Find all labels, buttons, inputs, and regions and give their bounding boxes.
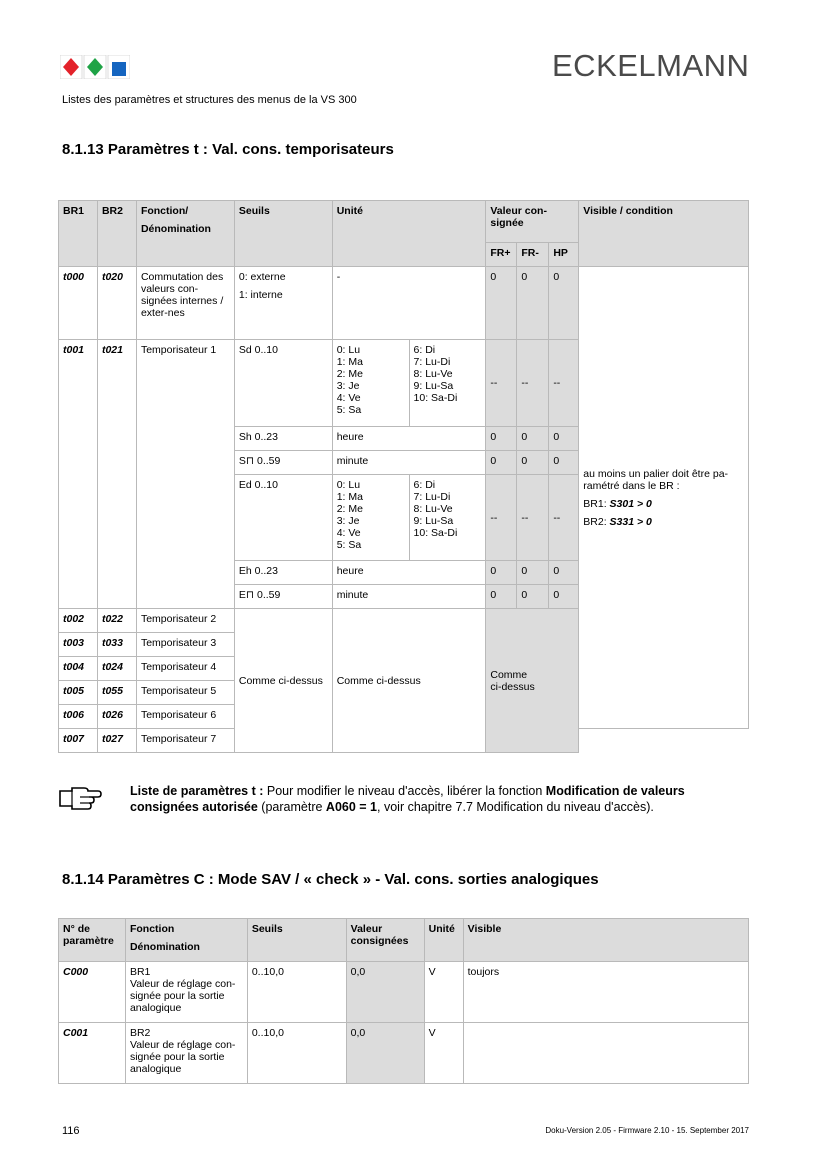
sm-unite: minute xyxy=(332,451,486,475)
header-fonction: Fonction Dénomination xyxy=(125,919,247,962)
c-row-valeur: 0,0 xyxy=(346,1023,424,1084)
row-br1: t006 xyxy=(59,705,98,729)
header-visible: Visible xyxy=(463,919,748,962)
eckelmann-logo-icon xyxy=(60,55,130,79)
em-unite: minute xyxy=(332,585,486,609)
row-fonction: Temporisateur 2 xyxy=(136,609,234,633)
pointing-hand-icon xyxy=(58,783,102,811)
row-br2: t026 xyxy=(97,705,136,729)
sd-hp: -- xyxy=(549,340,579,427)
t000-br1: t000 xyxy=(59,267,98,340)
parameter-table-t xyxy=(58,200,749,753)
c-row-fonction: BR2 Valeur de réglage con-signée pour la sortie analogique xyxy=(125,1023,247,1084)
c-row-visible: toujors xyxy=(463,962,748,1023)
sm-seuil: S⊓ 0..59 xyxy=(234,451,332,475)
header-unite: Unité xyxy=(332,201,486,267)
sd-seuil: Sd 0..10 xyxy=(234,340,332,427)
header-br2: BR2 xyxy=(97,201,136,267)
row-fonction: Temporisateur 5 xyxy=(136,681,234,705)
em-fr-plus: 0 xyxy=(486,585,517,609)
row-br2: t055 xyxy=(97,681,136,705)
sd-days-right: 6: Di 7: Lu-Di 8: Lu-Ve 9: Lu-Sa 10: Sa-Di xyxy=(409,340,486,427)
c-row-code: C001 xyxy=(59,1023,126,1084)
t000-fr-minus: 0 xyxy=(517,267,549,340)
sm-fr-minus: 0 xyxy=(517,451,549,475)
sd-days-left: 0: Lu 1: Ma 2: Me 3: Je 4: Ve 5: Sa xyxy=(332,340,409,427)
sd-fr-minus: -- xyxy=(517,340,549,427)
sd-fr-plus: -- xyxy=(486,340,517,427)
comme-valeur: Comme ci-dessus xyxy=(486,609,579,753)
t001-fonction: Temporisateur 1 xyxy=(136,340,234,609)
parameter-table-c xyxy=(58,918,749,1084)
c-row-seuils: 0..10,0 xyxy=(247,962,346,1023)
ed-seuil: Ed 0..10 xyxy=(234,475,332,561)
sh-fr-minus: 0 xyxy=(517,427,549,451)
row-br1: t002 xyxy=(59,609,98,633)
access-note: Liste de paramètres t : Pour modifier le niveau d'accès, libérer la fonction Modification de valeurs consignées autorisée (paramètre A060 = 1, voir chapitre 7.7 Modification du niveau d'accès). xyxy=(130,784,685,814)
sh-fr-plus: 0 xyxy=(486,427,517,451)
t000-seuils: 0: externe 1: interne xyxy=(234,267,332,340)
sh-seuil: Sh 0..23 xyxy=(234,427,332,451)
section-title-c: 8.1.14 Paramètres C : Mode SAV / « check » - Val. cons. sorties analogiques xyxy=(62,871,599,888)
page-number: 116 xyxy=(62,1125,80,1137)
sh-hp: 0 xyxy=(549,427,579,451)
t001-br2: t021 xyxy=(97,340,136,609)
brand-name: ECKELMANN xyxy=(552,48,750,83)
ed-days-left: 0: Lu 1: Ma 2: Me 3: Je 4: Ve 5: Sa xyxy=(332,475,409,561)
t000-fr-plus: 0 xyxy=(486,267,517,340)
header-visible: Visible / condition xyxy=(579,201,749,267)
header-valeur: Valeur con-signée xyxy=(486,201,579,243)
eh-unite: heure xyxy=(332,561,486,585)
row-fonction: Temporisateur 4 xyxy=(136,657,234,681)
c-row-fonction: BR1 Valeur de réglage con-signée pour la sortie analogique xyxy=(125,962,247,1023)
t000-fonction: Commutation des valeurs con-signées internes / exter-nes xyxy=(136,267,234,340)
document-subtitle: Listes des paramètres et structures des menus de la VS 300 xyxy=(62,94,357,106)
sm-hp: 0 xyxy=(549,451,579,475)
c-row-valeur: 0,0 xyxy=(346,962,424,1023)
sm-fr-plus: 0 xyxy=(486,451,517,475)
row-br2: t033 xyxy=(97,633,136,657)
c-row-visible xyxy=(463,1023,748,1084)
c-row-unite: V xyxy=(424,962,463,1023)
ed-hp: -- xyxy=(549,475,579,561)
c-row-seuils: 0..10,0 xyxy=(247,1023,346,1084)
header-br1: BR1 xyxy=(59,201,98,267)
t000-br2: t020 xyxy=(97,267,136,340)
ed-days-right: 6: Di 7: Lu-Di 8: Lu-Ve 9: Lu-Sa 10: Sa-Di xyxy=(409,475,486,561)
header-fr-minus: FR- xyxy=(517,243,549,267)
ed-fr-plus: -- xyxy=(486,475,517,561)
header-fr-plus: FR+ xyxy=(486,243,517,267)
visible-condition: au moins un palier doit être pa-ramétré dans le BR : BR1: S301 > 0 BR2: S331 > 0 xyxy=(579,267,749,729)
section-title-t: 8.1.13 Paramètres t : Val. cons. temporisateurs xyxy=(62,141,394,158)
header-fonction: Fonction/ Dénomination xyxy=(136,201,234,267)
header-seuils: Seuils xyxy=(247,919,346,962)
eh-fr-plus: 0 xyxy=(486,561,517,585)
sh-unite: heure xyxy=(332,427,486,451)
row-br1: t005 xyxy=(59,681,98,705)
row-fonction: Temporisateur 3 xyxy=(136,633,234,657)
row-br1: t007 xyxy=(59,729,98,753)
t000-unite: - xyxy=(332,267,486,340)
row-fonction: Temporisateur 7 xyxy=(136,729,234,753)
row-br1: t003 xyxy=(59,633,98,657)
em-hp: 0 xyxy=(549,585,579,609)
header-valeur: Valeur consignées xyxy=(346,919,424,962)
row-br2: t027 xyxy=(97,729,136,753)
c-row-unite: V xyxy=(424,1023,463,1084)
eh-seuil: Eh 0..23 xyxy=(234,561,332,585)
c-row-code: C000 xyxy=(59,962,126,1023)
comme-unite: Comme ci-dessus xyxy=(332,609,486,753)
ed-fr-minus: -- xyxy=(517,475,549,561)
eh-fr-minus: 0 xyxy=(517,561,549,585)
row-br2: t024 xyxy=(97,657,136,681)
t000-hp: 0 xyxy=(549,267,579,340)
row-br2: t022 xyxy=(97,609,136,633)
header-unite: Unité xyxy=(424,919,463,962)
header-seuils: Seuils xyxy=(234,201,332,267)
version-info: Doku-Version 2.05 - Firmware 2.10 - 15. September 2017 xyxy=(545,1126,749,1135)
comme-seuils: Comme ci-dessus xyxy=(234,609,332,753)
em-seuil: E⊓ 0..59 xyxy=(234,585,332,609)
row-fonction: Temporisateur 6 xyxy=(136,705,234,729)
row-br1: t004 xyxy=(59,657,98,681)
header-num: N° de paramètre xyxy=(59,919,126,962)
t001-br1: t001 xyxy=(59,340,98,609)
header-hp: HP xyxy=(549,243,579,267)
em-fr-minus: 0 xyxy=(517,585,549,609)
eh-hp: 0 xyxy=(549,561,579,585)
